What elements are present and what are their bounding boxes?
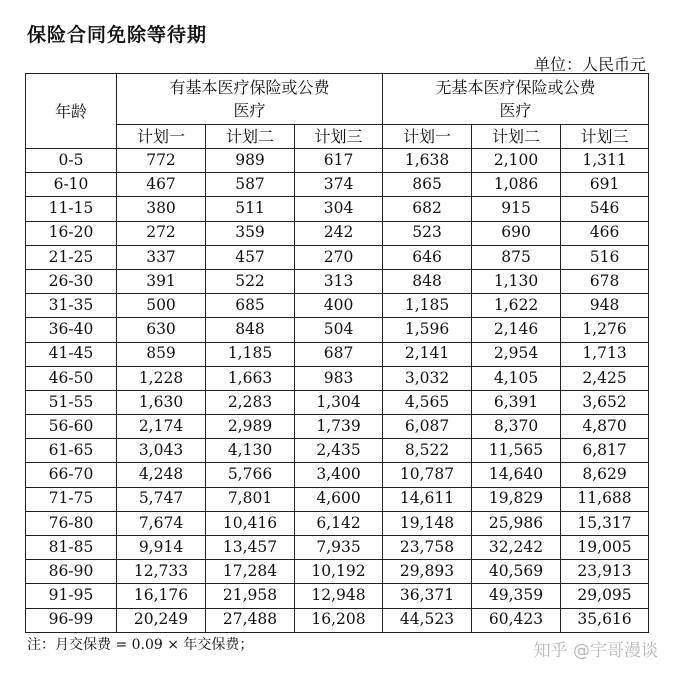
premium-cell: 546 [561, 197, 649, 221]
premium-cell: 1,228 [117, 366, 206, 390]
premium-cell: 1,663 [206, 366, 295, 390]
unit-label: 单位：人民币元 [533, 55, 646, 74]
premium-cell: 504 [295, 318, 383, 342]
premium-cell: 772 [117, 149, 206, 173]
premium-cell: 685 [206, 294, 295, 318]
premium-cell: 875 [472, 245, 561, 269]
age-range-cell: 96-99 [26, 608, 117, 632]
premium-cell: 587 [206, 173, 295, 197]
premium-cell: 983 [295, 366, 383, 390]
premium-cell: 522 [206, 269, 295, 293]
table-row [26, 584, 649, 608]
premium-cell: 865 [383, 173, 472, 197]
premium-cell: 1,630 [117, 390, 206, 414]
premium-cell: 4,565 [383, 390, 472, 414]
age-range-cell: 21-25 [26, 245, 117, 269]
premium-cell: 2,954 [472, 342, 561, 366]
premium-cell: 500 [117, 294, 206, 318]
table-row [26, 415, 649, 439]
premium-cell: 8,629 [561, 463, 649, 487]
premium-cell: 7,935 [295, 536, 383, 560]
plan-header: 计划二 [472, 125, 561, 149]
age-range-cell: 81-85 [26, 536, 117, 560]
premium-cell: 19,829 [472, 487, 561, 511]
premium-cell: 16,208 [295, 608, 383, 632]
premium-cell: 13,457 [206, 536, 295, 560]
premium-cell: 3,400 [295, 463, 383, 487]
table-row [26, 173, 649, 197]
plan-header: 计划一 [117, 125, 206, 149]
age-range-cell: 61-65 [26, 439, 117, 463]
premium-cell: 1,086 [472, 173, 561, 197]
table-row [26, 487, 649, 511]
premium-cell: 2,283 [206, 390, 295, 414]
table-row [26, 560, 649, 584]
premium-cell: 682 [383, 197, 472, 221]
premium-cell: 272 [117, 221, 206, 245]
premium-cell: 21,958 [206, 584, 295, 608]
table-row [26, 463, 649, 487]
premium-cell: 19,148 [383, 511, 472, 535]
table-row [26, 294, 649, 318]
premium-cell: 687 [295, 342, 383, 366]
table-row [26, 608, 649, 632]
plan-header: 计划二 [206, 125, 295, 149]
premium-cell: 270 [295, 245, 383, 269]
table-row [26, 439, 649, 463]
premium-cell: 848 [206, 318, 295, 342]
age-range-cell: 0-5 [26, 149, 117, 173]
premium-cell: 36,371 [383, 584, 472, 608]
premium-cell: 3,032 [383, 366, 472, 390]
table-row [26, 149, 649, 173]
premium-cell: 8,370 [472, 415, 561, 439]
premium-cell: 2,425 [561, 366, 649, 390]
table-row [26, 366, 649, 390]
premium-cell: 1,596 [383, 318, 472, 342]
premium-cell: 457 [206, 245, 295, 269]
table-row [26, 318, 649, 342]
premium-cell: 374 [295, 173, 383, 197]
table-row [26, 197, 649, 221]
premium-cell: 1,185 [206, 342, 295, 366]
age-range-cell: 16-20 [26, 221, 117, 245]
premium-cell: 7,674 [117, 511, 206, 535]
premium-cell: 4,870 [561, 415, 649, 439]
premium-cell: 678 [561, 269, 649, 293]
table-row [26, 221, 649, 245]
premium-cell: 2,146 [472, 318, 561, 342]
table-row [26, 245, 649, 269]
premium-cell: 2,100 [472, 149, 561, 173]
premium-cell: 19,005 [561, 536, 649, 560]
premium-cell: 690 [472, 221, 561, 245]
premium-cell: 2,141 [383, 342, 472, 366]
premium-cell: 304 [295, 197, 383, 221]
age-range-cell: 91-95 [26, 584, 117, 608]
premium-cell: 49,359 [472, 584, 561, 608]
premium-cell: 948 [561, 294, 649, 318]
premium-cell: 915 [472, 197, 561, 221]
premium-cell: 848 [383, 269, 472, 293]
premium-cell: 4,105 [472, 366, 561, 390]
premium-cell: 1,130 [472, 269, 561, 293]
premium-cell: 60,423 [472, 608, 561, 632]
plan-header: 计划一 [383, 125, 472, 149]
age-range-cell: 6-10 [26, 173, 117, 197]
premium-cell: 16,176 [117, 584, 206, 608]
premium-cell: 5,747 [117, 487, 206, 511]
plan-header: 计划三 [561, 125, 649, 149]
premium-cell: 466 [561, 221, 649, 245]
group-header-without-insurance: 无基本医疗保险或公费医疗 [383, 74, 649, 125]
premium-cell: 691 [561, 173, 649, 197]
age-range-cell: 76-80 [26, 511, 117, 535]
plan-header: 计划三 [295, 125, 383, 149]
age-header: 年龄 [26, 74, 117, 149]
premium-cell: 1,304 [295, 390, 383, 414]
premium-cell: 646 [383, 245, 472, 269]
premium-cell: 617 [295, 149, 383, 173]
age-range-cell: 31-35 [26, 294, 117, 318]
premium-cell: 7,801 [206, 487, 295, 511]
age-range-cell: 86-90 [26, 560, 117, 584]
premium-cell: 2,435 [295, 439, 383, 463]
premium-cell: 10,787 [383, 463, 472, 487]
premium-cell: 380 [117, 197, 206, 221]
premium-cell: 14,611 [383, 487, 472, 511]
premium-cell: 25,986 [472, 511, 561, 535]
age-range-cell: 41-45 [26, 342, 117, 366]
premium-cell: 17,284 [206, 560, 295, 584]
premium-cell: 10,416 [206, 511, 295, 535]
premium-cell: 10,192 [295, 560, 383, 584]
premium-cell: 15,317 [561, 511, 649, 535]
table-body [26, 149, 649, 633]
premium-cell: 2,989 [206, 415, 295, 439]
premium-cell: 32,242 [472, 536, 561, 560]
premium-cell: 9,914 [117, 536, 206, 560]
premium-cell: 3,652 [561, 390, 649, 414]
age-range-cell: 11-15 [26, 197, 117, 221]
premium-cell: 11,565 [472, 439, 561, 463]
premium-cell: 4,600 [295, 487, 383, 511]
premium-cell: 391 [117, 269, 206, 293]
table-row [26, 342, 649, 366]
age-range-cell: 46-50 [26, 366, 117, 390]
premium-cell: 11,688 [561, 487, 649, 511]
premium-cell: 523 [383, 221, 472, 245]
premium-cell: 1,276 [561, 318, 649, 342]
premium-cell: 44,523 [383, 608, 472, 632]
premium-cell: 1,311 [561, 149, 649, 173]
premium-cell: 516 [561, 245, 649, 269]
footnote: 注：月交保费 = 0.09 × 年交保费； [27, 637, 254, 653]
premium-cell: 23,913 [561, 560, 649, 584]
premium-cell: 40,569 [472, 560, 561, 584]
age-range-cell: 71-75 [26, 487, 117, 511]
premium-table [25, 73, 649, 633]
age-range-cell: 66-70 [26, 463, 117, 487]
premium-cell: 989 [206, 149, 295, 173]
premium-cell: 3,043 [117, 439, 206, 463]
premium-cell: 859 [117, 342, 206, 366]
premium-cell: 2,174 [117, 415, 206, 439]
premium-cell: 6,817 [561, 439, 649, 463]
premium-cell: 23,758 [383, 536, 472, 560]
premium-cell: 27,488 [206, 608, 295, 632]
age-range-cell: 51-55 [26, 390, 117, 414]
premium-cell: 12,948 [295, 584, 383, 608]
premium-cell: 1,622 [472, 294, 561, 318]
premium-cell: 6,087 [383, 415, 472, 439]
premium-cell: 337 [117, 245, 206, 269]
age-range-cell: 56-60 [26, 415, 117, 439]
premium-cell: 4,130 [206, 439, 295, 463]
premium-cell: 1,638 [383, 149, 472, 173]
premium-cell: 1,185 [383, 294, 472, 318]
premium-cell: 20,249 [117, 608, 206, 632]
watermark: 知乎 @宇哥漫谈 [533, 641, 658, 661]
premium-cell: 1,713 [561, 342, 649, 366]
table-row [26, 536, 649, 560]
premium-cell: 29,893 [383, 560, 472, 584]
table-row [26, 269, 649, 293]
premium-cell: 242 [295, 221, 383, 245]
premium-cell: 400 [295, 294, 383, 318]
premium-cell: 511 [206, 197, 295, 221]
premium-cell: 5,766 [206, 463, 295, 487]
premium-cell: 12,733 [117, 560, 206, 584]
table-row [26, 390, 649, 414]
premium-cell: 6,391 [472, 390, 561, 414]
premium-cell: 14,640 [472, 463, 561, 487]
premium-cell: 8,522 [383, 439, 472, 463]
document-title: 保险合同免除等待期 [27, 24, 208, 46]
age-range-cell: 26-30 [26, 269, 117, 293]
premium-cell: 4,248 [117, 463, 206, 487]
premium-cell: 313 [295, 269, 383, 293]
premium-cell: 630 [117, 318, 206, 342]
age-range-cell: 36-40 [26, 318, 117, 342]
group-header-with-insurance: 有基本医疗保险或公费医疗 [117, 74, 383, 125]
table-row [26, 511, 649, 535]
premium-cell: 467 [117, 173, 206, 197]
premium-cell: 1,739 [295, 415, 383, 439]
premium-cell: 359 [206, 221, 295, 245]
premium-cell: 35,616 [561, 608, 649, 632]
premium-cell: 6,142 [295, 511, 383, 535]
premium-cell: 29,095 [561, 584, 649, 608]
